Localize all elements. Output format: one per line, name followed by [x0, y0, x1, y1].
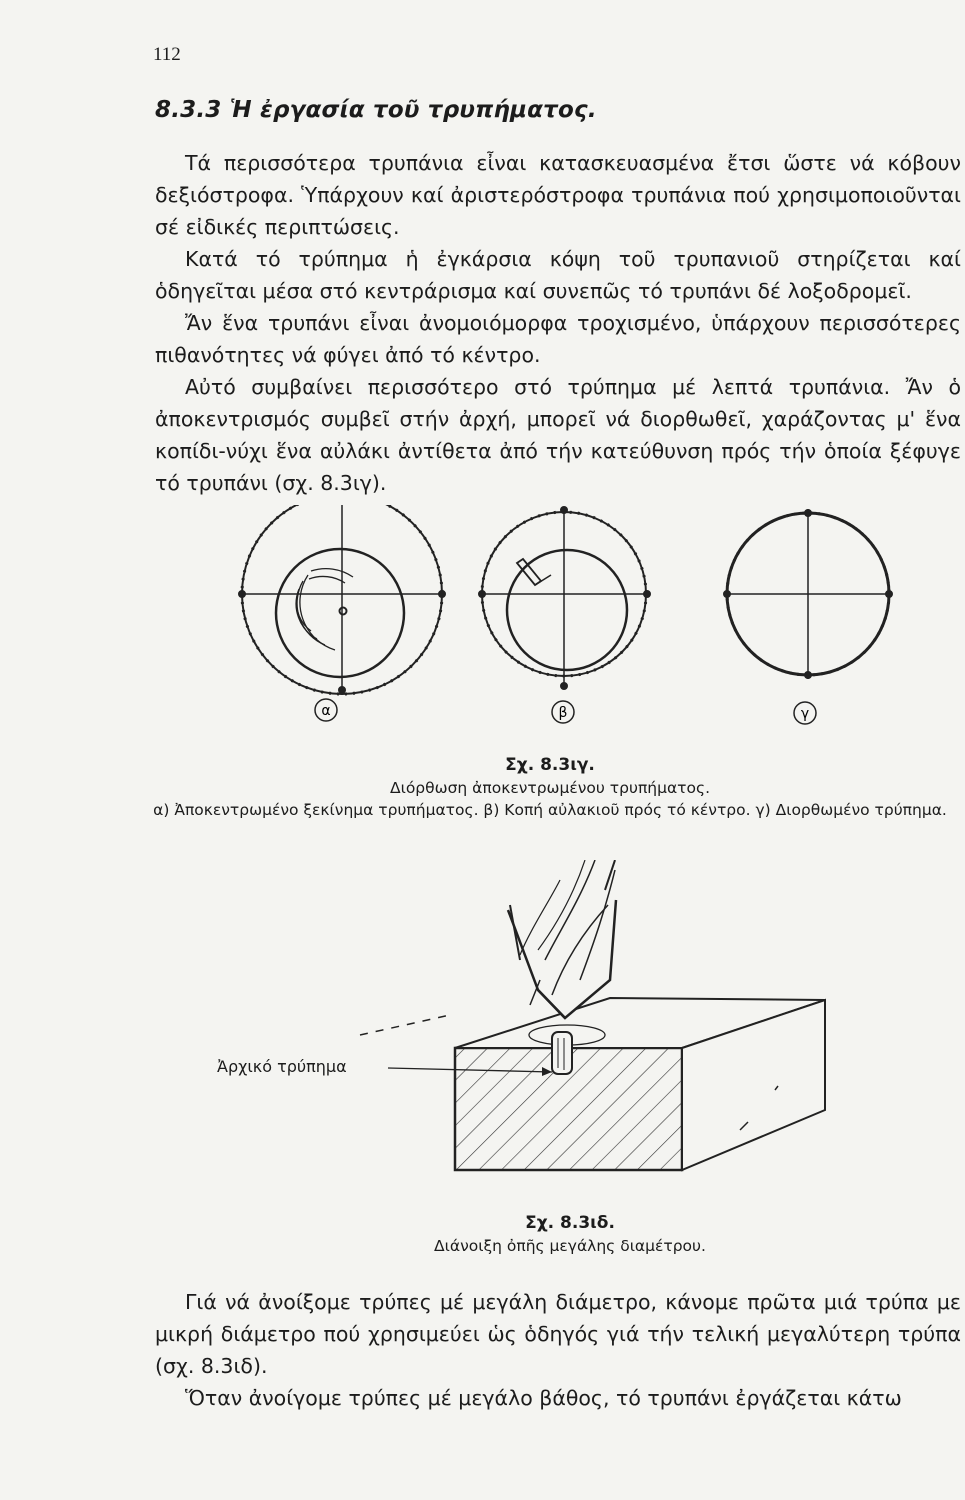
figure-large-hole-drilling: [200, 860, 940, 1190]
paragraph: Ἄν ἕνα τρυπάνι εἶναι ἀνομοιόμορφα τροχισμένο, ὑπάρχουν περισσότερες πιθανότητες νά φύγει ἀπό τό κέντρο.: [155, 311, 961, 367]
diagram-beta: [479, 507, 650, 689]
panel-label-beta: β: [558, 705, 568, 721]
panel-label-alpha: α: [321, 703, 331, 719]
pilot-hole: [552, 1032, 572, 1074]
callout-label: Ἀρχικό τρύπημα: [217, 1057, 347, 1076]
body-text-top: [155, 147, 961, 499]
section-heading: 8.3.3 Ἡ ἐργασία τοῦ τρυπήματος.: [155, 97, 597, 123]
paragraph: Αὐτό συμβαίνει περισσότερο στό τρύπημα μέ λεπτά τρυπάνια. Ἄν ὁ ἀποκεντρισμός συμβεῖ στήν ἀρχή, μπορεῖ νά διορθωθεῖ, χαράζοντας μ' ἕνα κοπίδι-νύχι ἕνα αὐλάκι ἀντίθετα ἀπό τήν κατεύθυνση πρός τήν ὁποία ξέφυγε τό τρυπάνι (σχ. 8.3ιγ).: [155, 375, 961, 495]
paragraph: Τά περισσότερα τρυπάνια εἶναι κατασκευασμένα ἔτσι ὥστε νά κόβουν δεξιόστροφα. Ὑπάρχουν καί ἀριστερόστροφα τρυπάνια πού χρησιμοποιοῦνται σέ εἰδικές περιπτώσεις.: [155, 151, 961, 239]
diagram-gamma: [724, 509, 892, 679]
figure-2-caption-subtitle: Διάνοιξη ὀπῆς μεγάλης διαμέτρου.: [434, 1237, 706, 1255]
figure-1-caption: [135, 755, 965, 821]
figure-1-caption-detail: α) Ἀποκεντρωμένο ξεκίνημα τρυπήματος. β) Κοπή αὐλακιοῦ πρός τό κέντρο. γ) Διορθωμένο τρύπημα.: [153, 801, 947, 819]
figure-1-caption-title: Σχ. 8.3ιγ.: [505, 755, 595, 775]
page-number: 112: [153, 44, 181, 65]
paragraph: Γιά νά ἀνοίξομε τρύπες μέ μεγάλη διάμετρο, κάνομε πρῶτα μιά τρύπα με μικρή διάμετρο πού χρησιμεύει ὡς ὁδηγός γιά τήν τελική μεγαλύτερη τρύπα (σχ. 8.3ιδ).: [155, 1290, 961, 1378]
figure-2-caption: [400, 1213, 740, 1257]
panel-label-gamma: γ: [800, 706, 810, 722]
figure-decentered-drilling: [225, 505, 925, 735]
diagram-alpha: [239, 505, 445, 694]
figure-2-caption-title: Σχ. 8.3ιδ.: [525, 1213, 615, 1233]
figure-1-caption-subtitle: Διόρθωση ἀποκεντρωμένου τρυπήματος.: [389, 779, 711, 797]
paragraph: Κατά τό τρύπημα ἡ ἐγκάρσια κόψη τοῦ τρυπανιοῦ στηρίζεται καί ὁδηγεῖται μέσα στό κεντράρισμα καί συνεπῶς τό τρυπάνι δέ λοξοδρομεῖ.: [155, 247, 961, 303]
body-text-bottom: [155, 1286, 961, 1414]
paragraph: Ὅταν ἀνοίγομε τρύπες μέ μεγάλο βάθος, τό τρυπάνι ἐργάζεται κάτω: [185, 1386, 902, 1410]
